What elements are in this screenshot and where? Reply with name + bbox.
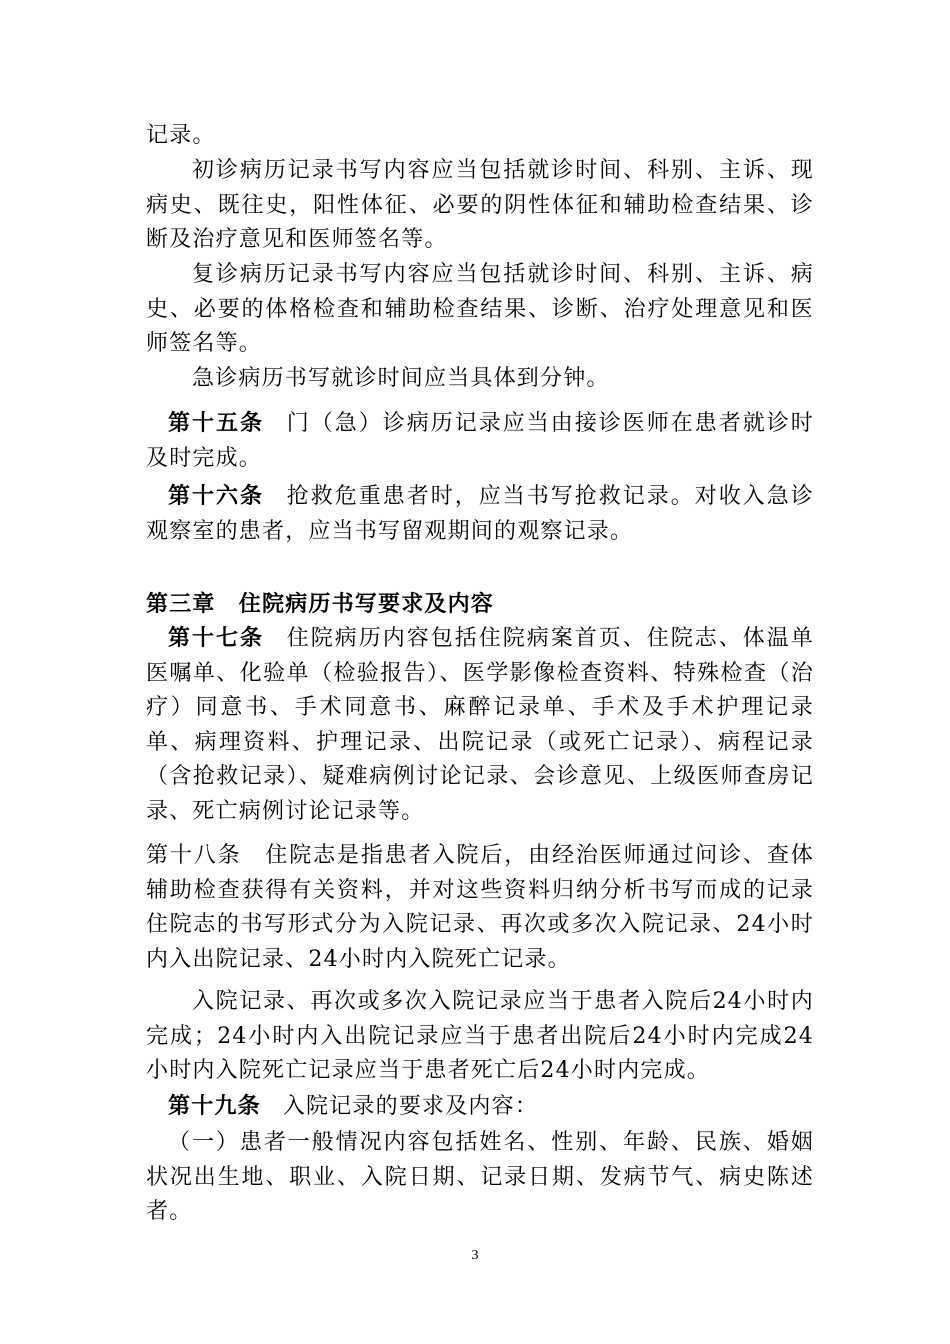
page-number: 3 bbox=[471, 1248, 479, 1263]
article-19-text: 入院记录的要求及内容： bbox=[282, 1094, 539, 1119]
paragraph-emergency: 急诊病历书写就诊时间应当具体到分钟。 bbox=[192, 366, 610, 391]
article-17-title: 第十七条 bbox=[168, 626, 264, 651]
article-19 bbox=[146, 1090, 814, 1125]
article-17-text: 住院病历内容包括住院病案首页、住院志、体温单医嘱单、化验单（检验报告）、医学影像检查资料、特殊检查（治疗）同意书、手术同意书、麻醉记录单、手术及手术护理记录单、病理资料、护理记录、出院记录（或死亡记录）、病程记录（含抢救记录）、疑难病例讨论记录、会诊意见、上级医师查房记录、死亡病例讨论记录等。 bbox=[146, 626, 814, 824]
chapter-heading: 第三章 住院病历书写要求及内容 bbox=[146, 592, 495, 617]
article-17 bbox=[146, 622, 814, 829]
paragraph-return-visit: 复诊病历记录书写内容应当包括就诊时间、科别、主诉、病史、必要的体格检查和辅助检查结果、诊断、治疗处理意见和医师签名等。 bbox=[146, 262, 814, 356]
article-15-text: 门（急）诊病历记录应当由接诊医师在患者就诊时及时完成。 bbox=[146, 411, 814, 471]
paragraph-time-limits: 入院记录、再次或多次入院记录应当于患者入院后24小时内完成；24小时内入出院记录应当于患者出院后24小时内完成24小时内入院死亡记录应当于患者死亡后24小时内完成。 bbox=[146, 989, 814, 1083]
article-15 bbox=[146, 407, 814, 476]
list-item-1: （一）患者一般情况内容包括姓名、性别、年龄、民族、婚姻状况出生地、职业、入院日期、记录日期、发病节气、病史陈述者。 bbox=[146, 1130, 814, 1224]
paragraph-continuation: 记录。 bbox=[146, 123, 216, 148]
article-16 bbox=[146, 480, 814, 549]
article-15-title: 第十五条 bbox=[168, 411, 264, 436]
article-16-text: 抢救危重患者时，应当书写抢救记录。对收入急诊观察室的患者，应当书写留观期间的观察记录。 bbox=[146, 484, 814, 544]
article-16-title: 第十六条 bbox=[168, 484, 264, 509]
article-19-title: 第十九条 bbox=[168, 1094, 261, 1119]
paragraph-initial-visit: 初诊病历记录书写内容应当包括就诊时间、科别、主诉、现病史、既往史，阳性体征、必要的阴性体征和辅助检查结果、诊断及治疗意见和医师签名等。 bbox=[146, 158, 814, 252]
article-18: 第十八条 住院志是指患者入院后，由经治医师通过问诊、查体辅助检查获得有关资料，并对这些资料归纳分析书写而成的记录住院志的书写形式分为入院记录、再次或多次入院记录、24小时内入出院记录、24小时内入院死亡记录。 bbox=[146, 843, 814, 972]
